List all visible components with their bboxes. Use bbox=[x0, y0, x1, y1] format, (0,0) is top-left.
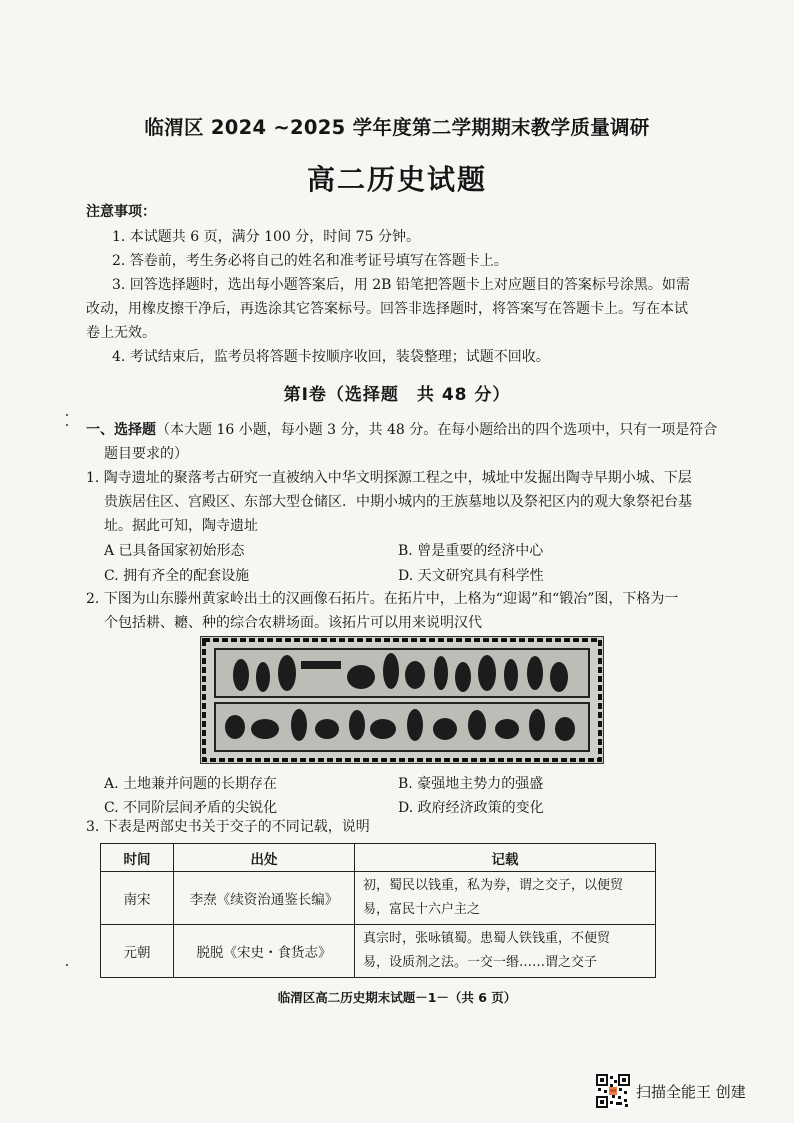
exam-title: 高二历史试题 bbox=[306, 163, 487, 196]
notice-line-3b: 改动，用橡皮擦干净后，再选涂其它答案标号。回答非选择题时，将答案写在答题卡上。写在本试 bbox=[86, 301, 688, 317]
q1-stem-a: 1. 陶寺遗址的聚落考古研究一直被纳入中华文明探源工程之中，城址中发掘出陶寺早期小城、下层 bbox=[86, 470, 692, 486]
q1-option-a[interactable]: A 已具备国家初始形态 bbox=[104, 543, 245, 559]
q3-records-table bbox=[100, 843, 656, 978]
row-record-line: 初，蜀民以钱重，私为券，谓之交子，以便贸 bbox=[363, 878, 624, 893]
q3-stem: 3. 下表是两部史书关于交子的不同记载，说明 bbox=[86, 819, 370, 835]
notice-line-1: 1. 本试题共 6 页，满分 100 分，时间 75 分钟。 bbox=[112, 229, 420, 245]
qr-code-icon bbox=[596, 1074, 630, 1108]
q2-option-c[interactable]: C. 不同阶层间矛盾的尖锐化 bbox=[104, 800, 278, 816]
q2-stem-a: 2. 下图为山东滕州黄家岭出土的汉画像石拓片。在拓片中，上格为“迎谒”和“锻冶”图，下格为一 bbox=[86, 591, 679, 607]
q1-stem-b: 贵族居住区、宫殿区、东部大型仓储区．中期小城内的王族墓地以及祭祀区内的观大象祭祀台基 bbox=[104, 494, 692, 510]
notice-line-2: 2. 答卷前，考生务必将自己的姓名和准考证号填写在答题卡上。 bbox=[112, 253, 508, 269]
part-desc-a: （本大题 16 小题，每小题 3 分，共 48 分。在每小题给出的四个选项中，只有一项是符合 bbox=[156, 422, 718, 438]
scan-speck bbox=[66, 964, 68, 966]
part-desc-b: 题目要求的） bbox=[104, 446, 188, 462]
row-record bbox=[355, 872, 656, 925]
scanner-watermark bbox=[596, 1074, 746, 1108]
row-record bbox=[355, 925, 656, 978]
row-time: 元朝 bbox=[101, 925, 174, 978]
q1-stem-c: 址。据此可知，陶寺遗址 bbox=[104, 518, 258, 534]
row-time: 南宋 bbox=[101, 872, 174, 925]
header-record: 记载 bbox=[355, 844, 656, 872]
table-row bbox=[101, 872, 656, 925]
row-source: 脱脱《宋史・食货志》 bbox=[174, 925, 355, 978]
notice-label: 注意事项： bbox=[86, 204, 156, 220]
q2-stem-b: 个包括耕、耱、种的综合农耕场面。该拓片可以用来说明汉代 bbox=[104, 615, 482, 631]
q2-option-d[interactable]: D. 政府经济政策的变化 bbox=[398, 800, 544, 816]
q2-option-b[interactable]: B. 豪强地主势力的强盛 bbox=[398, 776, 544, 792]
rubbing-pattern bbox=[201, 637, 603, 763]
page-footer: 临渭区高二历史期末试题－1－（共 6 页） bbox=[277, 990, 517, 1005]
scanner-label: 扫描全能王 创建 bbox=[636, 1082, 746, 1101]
row-record-line: 易，富民十六户主之 bbox=[363, 902, 481, 917]
header-time: 时间 bbox=[101, 844, 174, 872]
scan-speck bbox=[66, 424, 68, 426]
exam-header: 临渭区 2024 ~2025 学年度第二学期期末教学质量调研 bbox=[144, 116, 650, 139]
section-title: 第Ⅰ卷（选择题 共 48 分） bbox=[283, 385, 511, 405]
han-stone-rubbing-image bbox=[200, 636, 604, 764]
notice-line-3c: 卷上无效。 bbox=[86, 325, 156, 341]
q2-option-a[interactable]: A. 土地兼并问题的长期存在 bbox=[104, 776, 278, 792]
part-description bbox=[86, 418, 717, 442]
notice-line-3a: 3. 回答选择题时，选出每小题答案后，用 2B 铅笔把答题卡上对应题目的答案标号涂黑。如需 bbox=[112, 277, 690, 293]
q1-option-d[interactable]: D. 天文研究具有科学性 bbox=[398, 568, 544, 584]
q1-option-c[interactable]: C. 拥有齐全的配套设施 bbox=[104, 568, 250, 584]
scan-speck bbox=[66, 414, 68, 416]
table-header-row bbox=[101, 844, 656, 872]
table-row bbox=[101, 925, 656, 978]
part-label: 一、选择题 bbox=[86, 422, 156, 438]
notice-line-4: 4. 考试结束后，监考员将答题卡按顺序收回，装袋整理；试题不回收。 bbox=[112, 349, 550, 365]
header-source: 出处 bbox=[174, 844, 355, 872]
row-record-line: 易，设质剂之法。一交一缗……谓之交子 bbox=[363, 955, 598, 970]
row-record-line: 真宗时，张咏镇蜀。患蜀人铁钱重，不便贸 bbox=[363, 931, 611, 946]
q1-option-b[interactable]: B. 曾是重要的经济中心 bbox=[398, 543, 544, 559]
row-source: 李焘《续资治通鉴长编》 bbox=[174, 872, 355, 925]
